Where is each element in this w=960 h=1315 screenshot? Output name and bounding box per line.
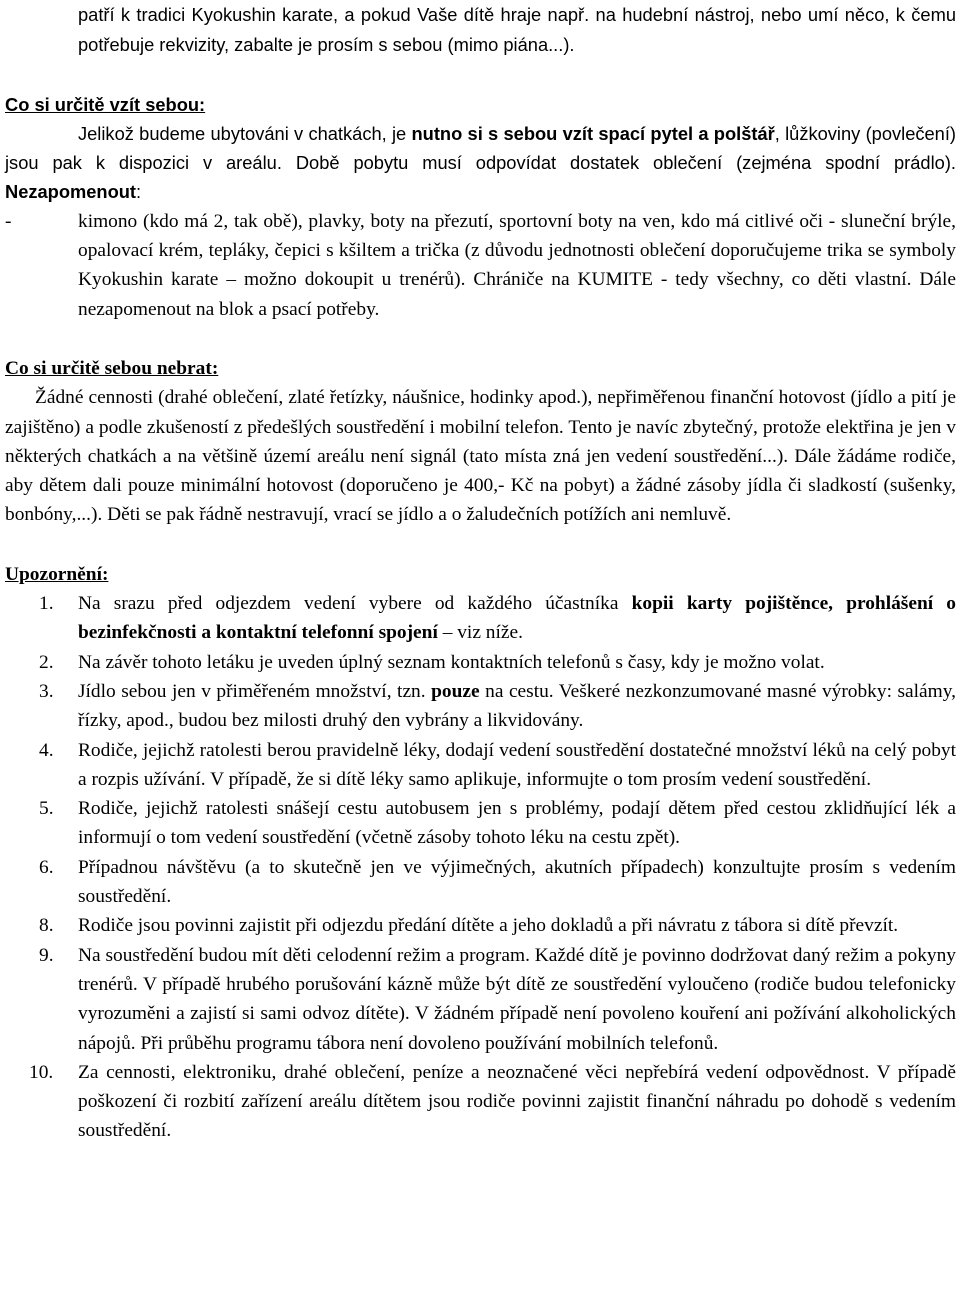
list-item [5, 941, 956, 1058]
list-item [5, 794, 956, 853]
intro-paragraph [5, 0, 956, 61]
list-item [5, 1058, 956, 1146]
list-text-tail: na cestu. Veškeré nezkonzumované masné výrobky: salámy, řízky, apod., budou bez milosti druhý den vybrány a likvidovány. [78, 680, 956, 732]
list-item [5, 853, 956, 912]
take-text-bold: nutno si s sebou vzít spací pytel a polštář [411, 122, 775, 144]
list-text: Na srazu před odjezdem vedení vybere od každého účastníka [78, 593, 632, 615]
dont-paragraph [5, 383, 956, 529]
take-heading [5, 90, 956, 119]
list-number: 4. [39, 739, 54, 761]
list-number: 6. [39, 856, 54, 878]
list-text-tail: – viz níže. [437, 622, 523, 644]
notice-heading [5, 560, 956, 589]
list-item [5, 589, 956, 648]
notice-heading-text: Upozornění: [5, 563, 109, 585]
take-heading-text: Co si určitě vzít sebou: [5, 93, 206, 115]
dont-text: Žádné cennosti (drahé oblečení, zlaté řetízky, náušnice, hodinky apod.), nepřiměřenou finanční hotovost (jídlo a pití je zajištěno) a podle zkušeností z předešlých soustředění i mobilní telefon. Tento je navíc zbytečný, protože elektřina je jen v některých chatkách a na většině území areálu není signál (tato místa zná jen vedení soustředění...). Dále žádáme rodiče, aby dětem dali pouze minimální hotovost (doporučeno je 400,- Kč na pobyt) a žádné zásoby jídla či sladkostí (sušenky, bonbóny,...). Děti se pak řádně nestravují, vrací se jídlo a o žaludečních potížích ani nemluvě. [5, 387, 956, 526]
take-text-bold2: Nezapomenout [5, 181, 137, 203]
spacer [5, 530, 956, 560]
list-text: Na závěr tohoto letáku je uveden úplný seznam kontaktních telefonů s časy, kdy je možno volat. [78, 651, 825, 673]
list-number: 8. [39, 915, 54, 937]
list-text-bold: pouze [431, 680, 480, 702]
take-text-a: Jelikož budeme ubytováni v chatkách, je [78, 122, 412, 144]
list-text: Případnou návštěvu (a to skutečně jen ve výjimečných, akutních případech) konzultujte prosím s vedením soustředění. [78, 856, 956, 908]
list-item [5, 677, 956, 736]
list-dash: - [5, 210, 12, 232]
list-number: 3. [39, 680, 54, 702]
list-number: 10. [29, 1061, 54, 1083]
take-item-text: kimono (kdo má 2, tak obě), plavky, boty na přezutí, sportovní boty na ven, kdo má citlivé oči - sluneční brýle, opalovací krém, tepláky, čepici s kšiltem a trička (z důvodu jednotnosti oblečení doporučujeme trika se symboly Kyokushin karate – možno dokoupit u trenérů). Chrániče na KUMITE - tedy všechny, co děti vlastní. Dále nezapomenout na blok a psací potřeby. [78, 210, 956, 320]
spacer [5, 324, 956, 354]
list-text: Rodiče, jejichž ratolesti berou pravidelně léky, dodají vedení soustředění dostatečné množství léků na celý pobyt a rozpis užívání. V případě, že si dítě léky samo aplikuje, informujte o tom prosím vedení soustředění. [78, 739, 956, 790]
take-list-item [5, 207, 956, 324]
list-number: 1. [39, 593, 54, 615]
list-number: 9. [39, 944, 54, 966]
list-number: 2. [39, 651, 54, 673]
list-item [5, 736, 956, 795]
list-item [5, 648, 956, 677]
take-paragraph [5, 119, 956, 207]
list-text: Za cennosti, elektroniku, drahé oblečení, peníze a neoznačené věci nepřebírá vedení odpovědnost. V případě poškození či rozbití zařízení areálu dítětem jsou rodiče povinni zajistit finanční náhradu po dohodě s vedením soustředění. [78, 1061, 956, 1142]
list-text: Na soustředění budou mít děti celodenní režim a program. Každé dítě je povinno dodržovat daný režim a pokyny trenérů. V případě hrubého porušování kázně může být dítě ze soustředění vyloučeno (rodiče budou telefonicky vyrozuměni a zajistí si sami odvoz dítěte). V žádném případě není povoleno kouření ani požívání alkoholických nápojů. Při průběhu programu tábora není dovoleno používání mobilních telefonů. [78, 944, 956, 1054]
dont-heading-text: Co si určitě sebou nebrat: [5, 357, 219, 379]
take-text-b: , lůžkoviny (povlečení) jsou pak k dispozici v areálu. [5, 122, 957, 174]
take-text-c: Době pobytu musí odpovídat dostatek oblečení (zejména spodní prádlo). [281, 152, 956, 174]
spacer [5, 61, 956, 90]
list-text-bold: kopii karty pojištěnce, prohlášení o bezinfekčnosti a kontaktní telefonní spojení [78, 593, 956, 644]
take-text-d: : [136, 181, 142, 203]
list-text: Jídlo sebou jen v přiměřeném množství, tzn. [78, 680, 432, 702]
list-item [5, 911, 956, 940]
list-text: Rodiče jsou povinni zajistit při odjezdu předání dítěte a jeho dokladů a při návratu z tábora si dítě převzít. [78, 915, 899, 937]
dont-heading [5, 354, 956, 383]
list-text: Rodiče, jejichž ratolesti snášejí cestu autobusem jen s problémy, podají dětem před cestou zklidňující lék a informují o tom vedení soustředění (včetně zásoby tohoto léku na cestu zpět). [78, 798, 956, 849]
intro-text: patří k tradici Kyokushin karate, a pokud Vaše dítě hraje např. na hudební nástroj, nebo umí něco, k čemu potřebuje rekvizity, zabalte je prosím s sebou (mimo piána...). [78, 4, 956, 56]
notice-list [5, 589, 956, 1146]
list-number: 5. [39, 798, 54, 820]
